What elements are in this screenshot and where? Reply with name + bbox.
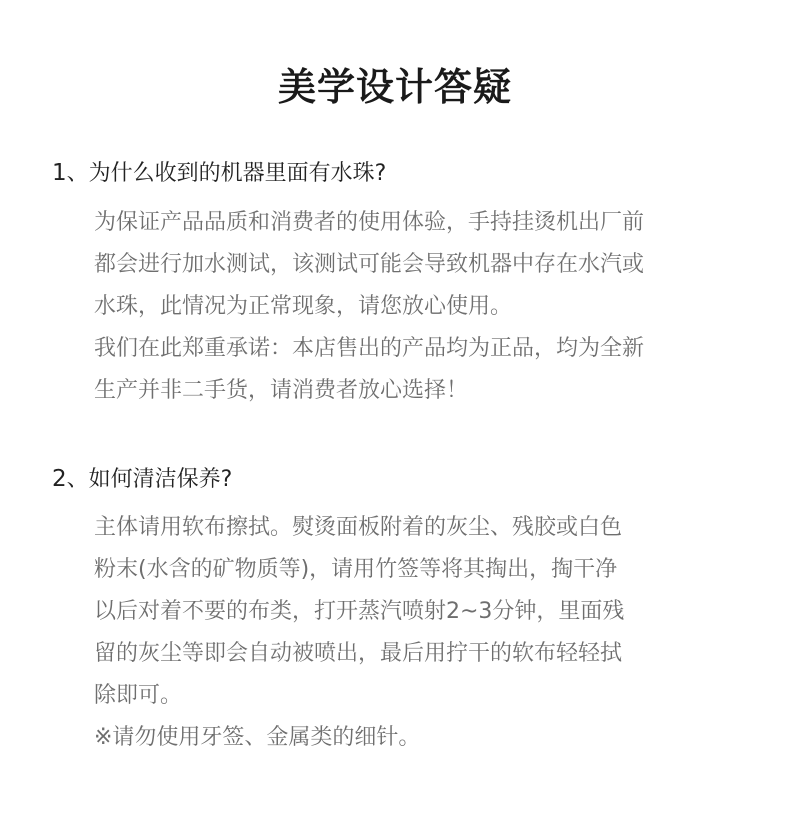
question-separator: 、 <box>66 161 89 186</box>
answer-line: 生产并非二手货，请消费者放心选择！ <box>94 378 469 403</box>
answer-line: 我们在此郑重承诺：本店售出的产品均为正品，均为全新 <box>94 336 645 361</box>
question-text: 如何清洁保养? <box>88 467 233 492</box>
answer-line: 以后对着不要的布类，打开蒸汽喷射2~3分钟，里面残 <box>94 599 625 624</box>
answer-line: 为保证产品品质和消费者的使用体验，手持挂烫机出厂前 <box>94 210 645 235</box>
question-number: 1 <box>52 160 67 186</box>
question-number: 2 <box>52 466 67 492</box>
question-separator: 、 <box>66 467 89 492</box>
page-title: 美学设计答疑 <box>277 65 512 109</box>
answer-line: 粉末(水含的矿物质等)，请用竹签等将其掏出，掏干净 <box>94 557 618 582</box>
warning-note: ※请勿使用牙签、金属类的细针。 <box>94 725 421 750</box>
answer-line: 主体请用软布擦拭。熨烫面板附着的灰尘、残胶或白色 <box>94 515 623 540</box>
answer-line: 留的灰尘等即会自动被喷出，最后用拧干的软布轻轻拭 <box>94 641 623 666</box>
answer-1 <box>94 202 754 412</box>
answer-2 <box>94 507 754 759</box>
answer-line: 都会进行加水测试，该测试可能会导致机器中存在水汽或 <box>94 252 645 277</box>
question-text: 为什么收到的机器里面有水珠? <box>88 161 387 186</box>
answer-line: 水珠，此情况为正常现象，请您放心使用。 <box>94 294 513 319</box>
question-2 <box>52 462 232 493</box>
question-1 <box>52 156 386 187</box>
answer-line: 除即可。 <box>94 683 183 708</box>
